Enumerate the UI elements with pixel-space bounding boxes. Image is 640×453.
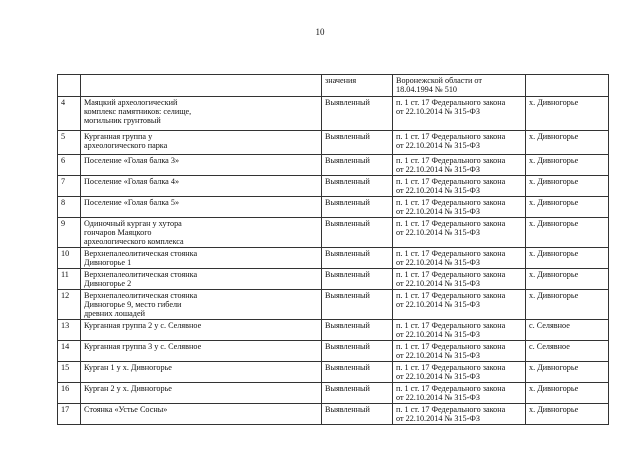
cell-basis: п. 1 ст. 17 Федерального закона от 22.10.2014 № 315-ФЗ xyxy=(393,197,526,218)
cell-basis: п. 1 ст. 17 Федерального закона от 22.10.2014 № 315-ФЗ xyxy=(393,404,526,425)
cell-basis: п. 1 ст. 17 Федерального закона от 22.10.2014 № 315-ФЗ xyxy=(393,176,526,197)
cell-status: Выявленный xyxy=(322,341,393,362)
cell-basis: п. 1 ст. 17 Федерального закона от 22.10.2014 № 315-ФЗ xyxy=(393,218,526,248)
cell-status: Выявленный xyxy=(322,320,393,341)
cell-location: с. Селявное xyxy=(526,341,609,362)
cell-location: х. Дивногорье xyxy=(526,218,609,248)
cell-basis: п. 1 ст. 17 Федерального закона от 22.10.2014 № 315-ФЗ xyxy=(393,383,526,404)
cell-num: 11 xyxy=(58,269,81,290)
table-row xyxy=(58,155,609,176)
cell-status: Выявленный xyxy=(322,290,393,320)
cell-num: 15 xyxy=(58,362,81,383)
cell-num: 5 xyxy=(58,131,81,155)
table-row xyxy=(58,383,609,404)
cell-name: Верхнепалеолитическая стоянка Дивногорье 2 xyxy=(81,269,322,290)
cell-location: х. Дивногорье xyxy=(526,131,609,155)
cell-num: 9 xyxy=(58,218,81,248)
cell-location: х. Дивногорье xyxy=(526,97,609,131)
cell-name: Курганная группа 3 у с. Селявное xyxy=(81,341,322,362)
table-row xyxy=(58,404,609,425)
cell-basis: п. 1 ст. 17 Федерального закона от 22.10.2014 № 315-ФЗ xyxy=(393,320,526,341)
table-row xyxy=(58,269,609,290)
cell-location: х. Дивногорье xyxy=(526,248,609,269)
table-row xyxy=(58,218,609,248)
cell-status: значения xyxy=(322,75,393,97)
cell-num xyxy=(58,75,81,97)
cell-basis: п. 1 ст. 17 Федерального закона от 22.10.2014 № 315-ФЗ xyxy=(393,155,526,176)
cell-status: Выявленный xyxy=(322,218,393,248)
cell-status: Выявленный xyxy=(322,383,393,404)
cell-num: 17 xyxy=(58,404,81,425)
cell-name: Верхнепалеолитическая стоянка Дивногорье 9, место гибели древних лошадей xyxy=(81,290,322,320)
cell-basis: Воронежской области от 18.04.1994 № 510 xyxy=(393,75,526,97)
cell-status: Выявленный xyxy=(322,362,393,383)
cell-location: х. Дивногорье xyxy=(526,176,609,197)
cell-status: Выявленный xyxy=(322,197,393,218)
table-row xyxy=(58,97,609,131)
table-row xyxy=(58,176,609,197)
table-row-continued xyxy=(58,75,609,97)
cell-name: Курган 2 у х. Дивногорье xyxy=(81,383,322,404)
cell-location: х. Дивногорье xyxy=(526,362,609,383)
cell-name xyxy=(81,75,322,97)
cell-name: Стоянка «Устье Сосны» xyxy=(81,404,322,425)
table-row xyxy=(58,320,609,341)
cell-num: 8 xyxy=(58,197,81,218)
table-row xyxy=(58,362,609,383)
cell-location: с. Селявное xyxy=(526,320,609,341)
cell-status: Выявленный xyxy=(322,131,393,155)
table-row xyxy=(58,341,609,362)
cell-name: Одиночный курган у хутора гончаров Маяцкого археологического комплекса xyxy=(81,218,322,248)
cell-num: 13 xyxy=(58,320,81,341)
cell-num: 6 xyxy=(58,155,81,176)
cell-num: 12 xyxy=(58,290,81,320)
cell-num: 14 xyxy=(58,341,81,362)
cell-name: Поселение «Голая балка 3» xyxy=(81,155,322,176)
cell-status: Выявленный xyxy=(322,404,393,425)
cell-basis: п. 1 ст. 17 Федерального закона от 22.10.2014 № 315-ФЗ xyxy=(393,248,526,269)
table-row xyxy=(58,290,609,320)
cell-name: Курганная группа 2 у с. Селявное xyxy=(81,320,322,341)
cell-num: 10 xyxy=(58,248,81,269)
cell-location: х. Дивногорье xyxy=(526,404,609,425)
cell-location: х. Дивногорье xyxy=(526,269,609,290)
cell-basis: п. 1 ст. 17 Федерального закона от 22.10.2014 № 315-ФЗ xyxy=(393,362,526,383)
cell-status: Выявленный xyxy=(322,176,393,197)
cell-name: Поселение «Голая балка 5» xyxy=(81,197,322,218)
cell-num: 7 xyxy=(58,176,81,197)
cell-basis: п. 1 ст. 17 Федерального закона от 22.10.2014 № 315-ФЗ xyxy=(393,97,526,131)
cell-name: Поселение «Голая балка 4» xyxy=(81,176,322,197)
monuments-table xyxy=(57,74,609,425)
table-row xyxy=(58,248,609,269)
cell-basis: п. 1 ст. 17 Федерального закона от 22.10.2014 № 315-ФЗ xyxy=(393,341,526,362)
cell-location xyxy=(526,75,609,97)
cell-status: Выявленный xyxy=(322,248,393,269)
cell-location: х. Дивногорье xyxy=(526,290,609,320)
cell-basis: п. 1 ст. 17 Федерального закона от 22.10.2014 № 315-ФЗ xyxy=(393,269,526,290)
cell-status: Выявленный xyxy=(322,97,393,131)
cell-basis: п. 1 ст. 17 Федерального закона от 22.10.2014 № 315-ФЗ xyxy=(393,290,526,320)
cell-location: х. Дивногорье xyxy=(526,197,609,218)
cell-location: х. Дивногорье xyxy=(526,155,609,176)
cell-name: Маяцкий археологический комплекс памятников: селище, могильник грунтовый xyxy=(81,97,322,131)
cell-num: 16 xyxy=(58,383,81,404)
table-row xyxy=(58,197,609,218)
cell-basis: п. 1 ст. 17 Федерального закона от 22.10.2014 № 315-ФЗ xyxy=(393,131,526,155)
cell-status: Выявленный xyxy=(322,269,393,290)
page-number: 10 xyxy=(315,27,325,37)
cell-location: х. Дивногорье xyxy=(526,383,609,404)
cell-name: Верхнепалеолитическая стоянка Дивногорье 1 xyxy=(81,248,322,269)
cell-name: Курганная группа у археологического парка xyxy=(81,131,322,155)
cell-name: Курган 1 у х. Дивногорье xyxy=(81,362,322,383)
cell-status: Выявленный xyxy=(322,155,393,176)
cell-num: 4 xyxy=(58,97,81,131)
table-row xyxy=(58,131,609,155)
